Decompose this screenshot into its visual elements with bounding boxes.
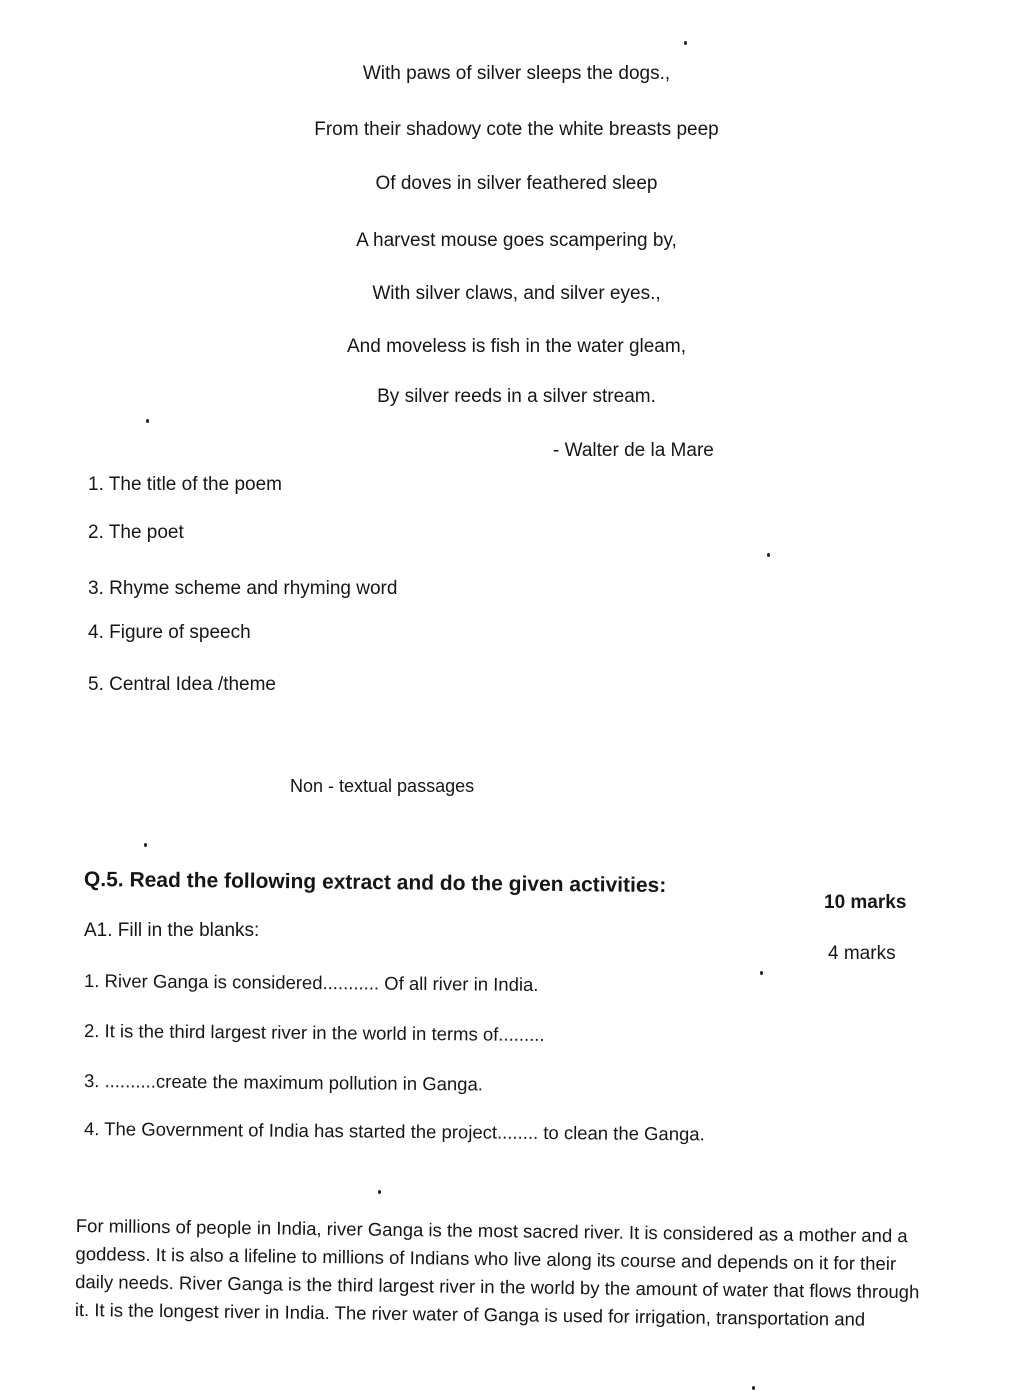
passage-line: daily needs. River Ganga is the third largest river in the world by the amount of water that flows through xyxy=(75,1270,920,1303)
total-marks: 10 marks xyxy=(824,892,907,913)
poem-line: From their shadowy cote the white breasts peep xyxy=(314,119,719,140)
blank-item: 2. It is the third largest river in the world in terms of......... xyxy=(83,1020,545,1046)
blank-item: 3. ..........create the maximum pollution in Ganga. xyxy=(83,1070,484,1095)
poem-line: By silver reeds in a silver stream. xyxy=(377,386,656,407)
activity-heading: A1. Fill in the blanks: xyxy=(84,920,260,941)
question-item: 5. Central Idea /theme xyxy=(88,674,276,695)
passage-line: it. It is the longest river in India. The river water of Ganga is used for irrigation, transportation and xyxy=(74,1298,866,1330)
section-heading: Non - textual passages xyxy=(290,776,475,796)
poem-line: And moveless is fish in the water gleam, xyxy=(347,336,686,357)
question-item: 1. The title of the poem xyxy=(88,474,282,495)
poem-line: With silver claws, and silver eyes., xyxy=(372,283,661,304)
scan-speck xyxy=(752,1386,755,1390)
poem-line: Of doves in silver feathered sleep xyxy=(375,173,658,194)
passage-line: For millions of people in India, river Ganga is the most sacred river. It is considered as a mother and a xyxy=(75,1214,908,1247)
scan-speck xyxy=(760,971,763,975)
poem-line: A harvest mouse goes scampering by, xyxy=(356,230,677,251)
scan-speck xyxy=(767,553,770,557)
poem-line: With paws of silver sleeps the dogs., xyxy=(362,63,671,84)
question-item: 3. Rhyme scheme and rhyming word xyxy=(88,578,398,599)
scan-speck xyxy=(684,41,687,45)
poet-credit: - Walter de la Mare xyxy=(553,440,714,461)
question-item: 2. The poet xyxy=(88,522,184,543)
question-item: 4. Figure of speech xyxy=(88,622,251,643)
passage-line: goddess. It is also a lifeline to millions of Indians who live along its course and depends on it for their xyxy=(75,1242,897,1275)
scan-speck xyxy=(146,419,149,423)
question-heading: Q.5. Read the following extract and do the given activities: xyxy=(83,868,667,898)
reading-passage xyxy=(75,1212,956,1335)
blank-item: 1. River Ganga is considered........... Of all river in India. xyxy=(83,970,539,995)
activity-marks: 4 marks xyxy=(828,943,896,964)
scan-speck xyxy=(144,843,147,847)
blank-item: 4. The Government of India has started the project........ to clean the Ganga. xyxy=(83,1118,705,1145)
scan-speck xyxy=(378,1190,381,1194)
